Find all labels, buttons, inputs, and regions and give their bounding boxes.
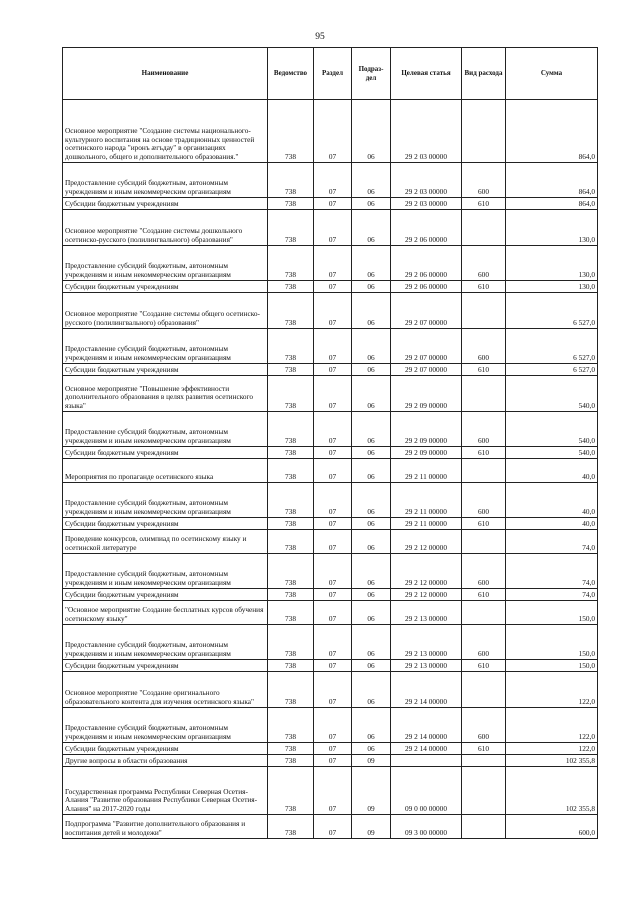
row-subsection-cell: 09 [352, 755, 391, 767]
row-sum-cell: 74,0 [506, 554, 598, 589]
row-target-cell: 29 2 07 00000 [391, 364, 462, 376]
row-section-cell: 07 [314, 660, 352, 672]
row-type-cell [462, 815, 506, 839]
row-subsection-cell: 06 [352, 412, 391, 447]
row-sum-cell: 130,0 [506, 281, 598, 293]
page-number: 95 [315, 32, 325, 42]
table-row [63, 755, 598, 767]
row-sum-cell: 600,0 [506, 815, 598, 839]
row-subsection-cell: 06 [352, 672, 391, 708]
row-target-cell: 29 2 11 00000 [391, 483, 462, 518]
row-sum-cell: 122,0 [506, 708, 598, 743]
row-target-cell: 29 2 09 00000 [391, 376, 462, 412]
table-row [63, 246, 598, 281]
row-subsection-cell: 06 [352, 554, 391, 589]
row-subsection-cell: 06 [352, 198, 391, 210]
table-row [63, 708, 598, 743]
row-name-cell: "Основное мероприятие Создание бесплатных курсов обучения осетинскому языку" [63, 601, 268, 625]
row-target-cell [391, 755, 462, 767]
row-type-cell: 600 [462, 483, 506, 518]
row-sum-cell: 40,0 [506, 483, 598, 518]
row-sum-cell: 74,0 [506, 589, 598, 601]
row-target-cell: 29 2 11 00000 [391, 518, 462, 530]
table-row [63, 447, 598, 459]
row-name-cell: Субсидии бюджетным учреждениям [63, 447, 268, 459]
row-sum-cell: 130,0 [506, 246, 598, 281]
row-target-cell: 29 2 03 00000 [391, 163, 462, 198]
row-dept-cell: 738 [268, 815, 314, 839]
table-row [63, 293, 598, 329]
row-name-cell: Основное мероприятие "Повышение эффективности дополнительного образования в целях развития осетинского языка" [63, 376, 268, 412]
row-section-cell: 07 [314, 376, 352, 412]
table-row [63, 530, 598, 554]
row-dept-cell: 738 [268, 329, 314, 364]
row-type-cell: 600 [462, 329, 506, 364]
row-target-cell: 29 2 09 00000 [391, 412, 462, 447]
row-dept-cell: 738 [268, 589, 314, 601]
row-dept-cell: 738 [268, 554, 314, 589]
row-type-cell: 610 [462, 743, 506, 755]
row-subsection-cell: 09 [352, 767, 391, 815]
row-target-cell: 29 2 14 00000 [391, 708, 462, 743]
row-sum-cell: 6 527,0 [506, 293, 598, 329]
row-section-cell: 07 [314, 459, 352, 483]
row-name-cell: Предоставление субсидий бюджетным, автономным учреждениям и иным некоммерческим организациям [63, 163, 268, 198]
row-name-cell: Основное мероприятие "Создание системы дошкольного осетинско-русского (полилингвального) образования" [63, 210, 268, 246]
row-type-cell [462, 755, 506, 767]
row-target-cell: 29 2 14 00000 [391, 743, 462, 755]
table-row [63, 100, 598, 163]
row-target-cell: 29 2 07 00000 [391, 293, 462, 329]
row-dept-cell: 738 [268, 163, 314, 198]
row-subsection-cell: 06 [352, 246, 391, 281]
table-row [63, 767, 598, 815]
row-dept-cell: 738 [268, 672, 314, 708]
row-section-cell: 07 [314, 100, 352, 163]
row-type-cell: 600 [462, 554, 506, 589]
row-subsection-cell: 06 [352, 163, 391, 198]
row-target-cell: 29 2 13 00000 [391, 625, 462, 660]
table-row [63, 601, 598, 625]
row-name-cell: Основное мероприятие "Создание оригинального образовательного контента для изучения осетинского языка" [63, 672, 268, 708]
row-sum-cell: 122,0 [506, 743, 598, 755]
row-dept-cell: 738 [268, 625, 314, 660]
row-name-cell: Субсидии бюджетным учреждениям [63, 743, 268, 755]
row-name-cell: Подпрограмма "Развитие дополнительного образования и воспитания детей и молодежи" [63, 815, 268, 839]
row-dept-cell: 738 [268, 708, 314, 743]
row-section-cell: 07 [314, 281, 352, 293]
row-sum-cell: 40,0 [506, 459, 598, 483]
row-section-cell: 07 [314, 530, 352, 554]
row-name-cell: Субсидии бюджетным учреждениям [63, 364, 268, 376]
row-dept-cell: 738 [268, 281, 314, 293]
table-row [63, 589, 598, 601]
row-dept-cell: 738 [268, 198, 314, 210]
table-row [63, 518, 598, 530]
row-type-cell [462, 459, 506, 483]
row-subsection-cell: 06 [352, 483, 391, 518]
row-sum-cell: 74,0 [506, 530, 598, 554]
row-dept-cell: 738 [268, 660, 314, 672]
row-sum-cell: 540,0 [506, 412, 598, 447]
row-section-cell: 07 [314, 743, 352, 755]
row-subsection-cell: 06 [352, 625, 391, 660]
row-subsection-cell: 06 [352, 589, 391, 601]
row-sum-cell: 864,0 [506, 100, 598, 163]
row-name-cell: Субсидии бюджетным учреждениям [63, 589, 268, 601]
row-target-cell: 29 2 07 00000 [391, 329, 462, 364]
row-type-cell [462, 293, 506, 329]
row-sum-cell: 130,0 [506, 210, 598, 246]
table-row [63, 281, 598, 293]
table-row [63, 364, 598, 376]
row-dept-cell: 738 [268, 412, 314, 447]
table-row [63, 483, 598, 518]
table-row [63, 625, 598, 660]
row-name-cell: Предоставление субсидий бюджетным, автономным учреждениям и иным некоммерческим организациям [63, 483, 268, 518]
row-dept-cell: 738 [268, 483, 314, 518]
row-type-cell: 600 [462, 246, 506, 281]
row-sum-cell: 102 355,8 [506, 767, 598, 815]
row-dept-cell: 738 [268, 530, 314, 554]
row-target-cell: 29 2 03 00000 [391, 100, 462, 163]
row-type-cell: 610 [462, 518, 506, 530]
row-subsection-cell: 06 [352, 459, 391, 483]
table-row [63, 163, 598, 198]
row-subsection-cell: 06 [352, 293, 391, 329]
row-subsection-cell: 06 [352, 376, 391, 412]
row-subsection-cell: 06 [352, 743, 391, 755]
row-section-cell: 07 [314, 625, 352, 660]
table-row [63, 412, 598, 447]
row-name-cell: Субсидии бюджетным учреждениям [63, 198, 268, 210]
row-subsection-cell: 06 [352, 601, 391, 625]
row-name-cell: Субсидии бюджетным учреждениям [63, 281, 268, 293]
row-target-cell: 29 2 13 00000 [391, 601, 462, 625]
row-name-cell: Предоставление субсидий бюджетным, автономным учреждениям и иным некоммерческим организациям [63, 412, 268, 447]
header-exp-type: Вид расхода [462, 48, 506, 100]
table-row [63, 210, 598, 246]
row-type-cell: 610 [462, 589, 506, 601]
row-subsection-cell: 06 [352, 210, 391, 246]
row-name-cell: Предоставление субсидий бюджетным, автономным учреждениям и иным некоммерческим организациям [63, 554, 268, 589]
table-header-row [63, 48, 598, 100]
row-subsection-cell: 06 [352, 530, 391, 554]
row-name-cell: Государственная программа Республики Северная Осетия-Алания "Развитие образования Республики Северная Осетия-Алания" на 2017-2020 годы [63, 767, 268, 815]
row-sum-cell: 40,0 [506, 518, 598, 530]
row-sum-cell: 150,0 [506, 625, 598, 660]
row-dept-cell: 738 [268, 767, 314, 815]
row-name-cell: Другие вопросы в области образования [63, 755, 268, 767]
header-target: Целевая статья [391, 48, 462, 100]
row-sum-cell: 122,0 [506, 672, 598, 708]
row-sum-cell: 150,0 [506, 601, 598, 625]
row-name-cell: Предоставление субсидий бюджетным, автономным учреждениям и иным некоммерческим организациям [63, 625, 268, 660]
row-section-cell: 07 [314, 412, 352, 447]
row-section-cell: 07 [314, 815, 352, 839]
row-name-cell: Предоставление субсидий бюджетным, автономным учреждениям и иным некоммерческим организациям [63, 246, 268, 281]
table-row [63, 660, 598, 672]
header-subsection: Подраз- дел [352, 48, 391, 100]
row-section-cell: 07 [314, 246, 352, 281]
row-section-cell: 07 [314, 364, 352, 376]
row-dept-cell: 738 [268, 755, 314, 767]
row-type-cell: 610 [462, 660, 506, 672]
row-type-cell: 610 [462, 447, 506, 459]
row-dept-cell: 738 [268, 447, 314, 459]
row-name-cell: Предоставление субсидий бюджетным, автономным учреждениям и иным некоммерческим организациям [63, 708, 268, 743]
row-section-cell: 07 [314, 755, 352, 767]
row-type-cell: 600 [462, 163, 506, 198]
row-target-cell: 29 2 12 00000 [391, 530, 462, 554]
row-type-cell: 600 [462, 412, 506, 447]
row-dept-cell: 738 [268, 376, 314, 412]
row-target-cell: 29 2 13 00000 [391, 660, 462, 672]
row-dept-cell: 738 [268, 364, 314, 376]
row-dept-cell: 738 [268, 210, 314, 246]
row-section-cell: 07 [314, 672, 352, 708]
row-sum-cell: 864,0 [506, 163, 598, 198]
row-section-cell: 07 [314, 163, 352, 198]
row-section-cell: 07 [314, 210, 352, 246]
row-sum-cell: 6 527,0 [506, 329, 598, 364]
row-dept-cell: 738 [268, 518, 314, 530]
table-row [63, 815, 598, 839]
row-section-cell: 07 [314, 198, 352, 210]
row-sum-cell: 540,0 [506, 447, 598, 459]
header-dept: Ведомство [268, 48, 314, 100]
row-type-cell: 610 [462, 364, 506, 376]
row-subsection-cell: 06 [352, 364, 391, 376]
table-row [63, 743, 598, 755]
row-dept-cell: 738 [268, 100, 314, 163]
table-row [63, 554, 598, 589]
row-sum-cell: 540,0 [506, 376, 598, 412]
row-target-cell: 29 2 11 00000 [391, 459, 462, 483]
row-name-cell: Мероприятия по пропаганде осетинского языка [63, 459, 268, 483]
row-target-cell: 29 2 03 00000 [391, 198, 462, 210]
table-row [63, 329, 598, 364]
row-sum-cell: 864,0 [506, 198, 598, 210]
row-target-cell: 29 2 06 00000 [391, 281, 462, 293]
budget-table [62, 47, 598, 839]
row-type-cell: 600 [462, 708, 506, 743]
row-type-cell [462, 601, 506, 625]
row-section-cell: 07 [314, 554, 352, 589]
row-target-cell: 09 0 00 00000 [391, 767, 462, 815]
header-sum: Сумма [506, 48, 598, 100]
row-target-cell: 29 2 14 00000 [391, 672, 462, 708]
row-type-cell [462, 530, 506, 554]
row-type-cell: 610 [462, 198, 506, 210]
row-dept-cell: 738 [268, 459, 314, 483]
table-row [63, 198, 598, 210]
table-row [63, 672, 598, 708]
row-type-cell: 610 [462, 281, 506, 293]
row-subsection-cell: 06 [352, 447, 391, 459]
row-type-cell: 600 [462, 625, 506, 660]
table-row [63, 459, 598, 483]
row-dept-cell: 738 [268, 246, 314, 281]
row-type-cell [462, 376, 506, 412]
row-subsection-cell: 06 [352, 518, 391, 530]
table-row [63, 376, 598, 412]
row-type-cell [462, 672, 506, 708]
row-sum-cell: 150,0 [506, 660, 598, 672]
row-section-cell: 07 [314, 589, 352, 601]
row-dept-cell: 738 [268, 293, 314, 329]
row-dept-cell: 738 [268, 743, 314, 755]
row-name-cell: Предоставление субсидий бюджетным, автономным учреждениям и иным некоммерческим организациям [63, 329, 268, 364]
row-subsection-cell: 06 [352, 660, 391, 672]
row-section-cell: 07 [314, 518, 352, 530]
row-sum-cell: 6 527,0 [506, 364, 598, 376]
row-section-cell: 07 [314, 767, 352, 815]
row-sum-cell: 102 355,8 [506, 755, 598, 767]
row-name-cell: Субсидии бюджетным учреждениям [63, 660, 268, 672]
row-subsection-cell: 06 [352, 100, 391, 163]
row-subsection-cell: 06 [352, 329, 391, 364]
row-target-cell: 29 2 09 00000 [391, 447, 462, 459]
row-section-cell: 07 [314, 293, 352, 329]
row-name-cell: Основное мероприятие "Создание системы национального-культурного воспитания на основе традиционных ценностей осетинского народа "иронъ æгъдау" в организациях дошкольного, общего и дополнительного образования." [63, 100, 268, 163]
row-subsection-cell: 06 [352, 708, 391, 743]
row-name-cell: Основное мероприятие "Создание системы общего осетинско-русского (полилингвального) образования" [63, 293, 268, 329]
row-type-cell [462, 100, 506, 163]
row-target-cell: 29 2 06 00000 [391, 246, 462, 281]
row-name-cell: Субсидии бюджетным учреждениям [63, 518, 268, 530]
row-section-cell: 07 [314, 329, 352, 364]
row-type-cell [462, 767, 506, 815]
row-section-cell: 07 [314, 483, 352, 518]
row-target-cell: 29 2 12 00000 [391, 554, 462, 589]
row-subsection-cell: 09 [352, 815, 391, 839]
row-section-cell: 07 [314, 601, 352, 625]
row-name-cell: Проведение конкурсов, олимпиад по осетинскому языку и осетинской литературе [63, 530, 268, 554]
header-name: Наименование [63, 48, 268, 100]
row-dept-cell: 738 [268, 601, 314, 625]
header-section: Раздел [314, 48, 352, 100]
row-target-cell: 29 2 06 00000 [391, 210, 462, 246]
row-section-cell: 07 [314, 447, 352, 459]
row-section-cell: 07 [314, 708, 352, 743]
row-target-cell: 09 3 00 00000 [391, 815, 462, 839]
row-type-cell [462, 210, 506, 246]
row-subsection-cell: 06 [352, 281, 391, 293]
row-target-cell: 29 2 12 00000 [391, 589, 462, 601]
